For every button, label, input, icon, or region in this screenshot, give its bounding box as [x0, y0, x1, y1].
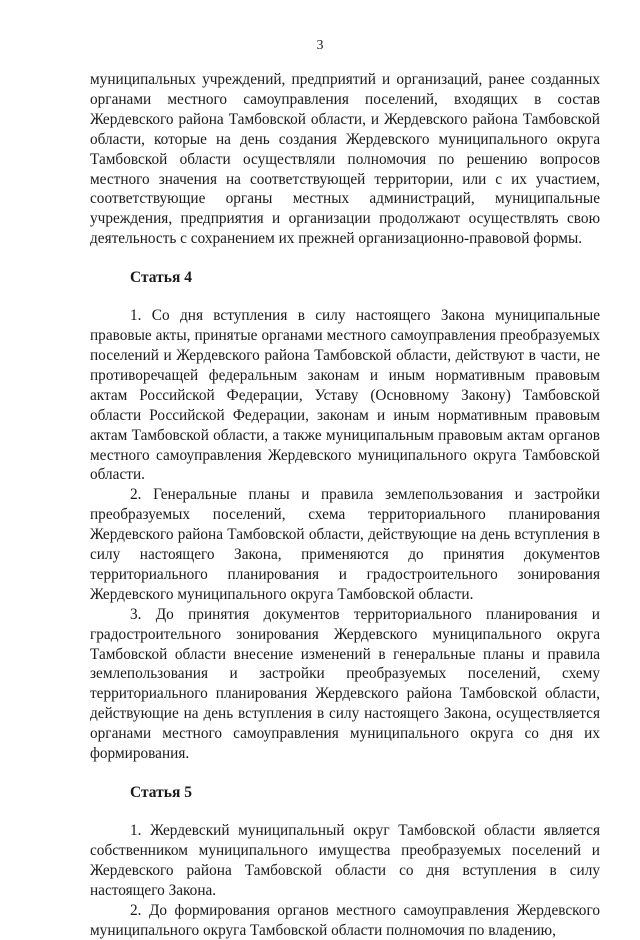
article-5-paragraph-1: 1. Жердевский муниципальный округ Тамбовской области является собственником муниципального имущества преобразуемых поселений и Жердевского района Тамбовской области со дня вступления в силу настоящего Закона. — [90, 822, 600, 899]
article-5-paragraph-2: 2. До формирования органов местного самоуправления Жердевского муниципального округа Тамбовской области полномочия по владению, — [90, 901, 600, 939]
document-body — [90, 70, 600, 940]
article-4-paragraph-1: 1. Со дня вступления в силу настоящего Закона муниципальные правовые акты, принятые органами местного самоуправления преобразуемых поселений и Жердевского района Тамбовской области, действуют в части, не противоречащей федеральным законам и иным нормативным правовым актам Российской Федерации, Уставу (Основному Закону) Тамбовской области Российской Федерации, законам и иным нормативным правовым актам Тамбовской области, а также муниципальным правовым актам органов местного самоуправления Жердевского муниципального округа Тамбовской области. — [90, 307, 600, 484]
article-4-paragraph-3: 3. До принятия документов территориального планирования и градостроительного зонирования Жердевского муниципального округа Тамбовской области внесение изменений в генеральные планы и правила землепользования и застройки преобразуемых поселений, схему территориального планирования Жердевского района Тамбовской области, действующие на день вступления в силу настоящего Закона, осуществляется органами местного самоуправления муниципального округа со дня их формирования. — [90, 605, 600, 763]
article-4-paragraph-2: 2. Генеральные планы и правила землепользования и застройки преобразуемых поселений, схема территориального планирования Жердевского района Тамбовской области, действующие на день вступления в силу настоящего Закона, применяются до принятия документов территориального планирования и градостроительного зонирования Жердевского муниципального округа Тамбовской области. — [90, 486, 600, 603]
page-number: 3 — [316, 38, 324, 53]
article-4-heading: Статья 4 — [130, 269, 192, 287]
intro-paragraph: муниципальных учреждений, предприятий и организаций, ранее созданных органами местного самоуправления поселений, входящих в состав Жердевского района Тамбовской области, и Жердевского района Тамбовской области, которые на день создания Жердевского муниципального округа Тамбовской области осуществляли полномочия по решению вопросов местного значения на соответствующей территории, или с их участием, соответствующие органы местных администраций, муниципальные учреждения, предприятия и организации продолжают осуществлять свою деятельность с сохранением их прежней организационно-правовой формы. — [90, 71, 600, 248]
article-5-heading: Статья 5 — [130, 784, 192, 801]
